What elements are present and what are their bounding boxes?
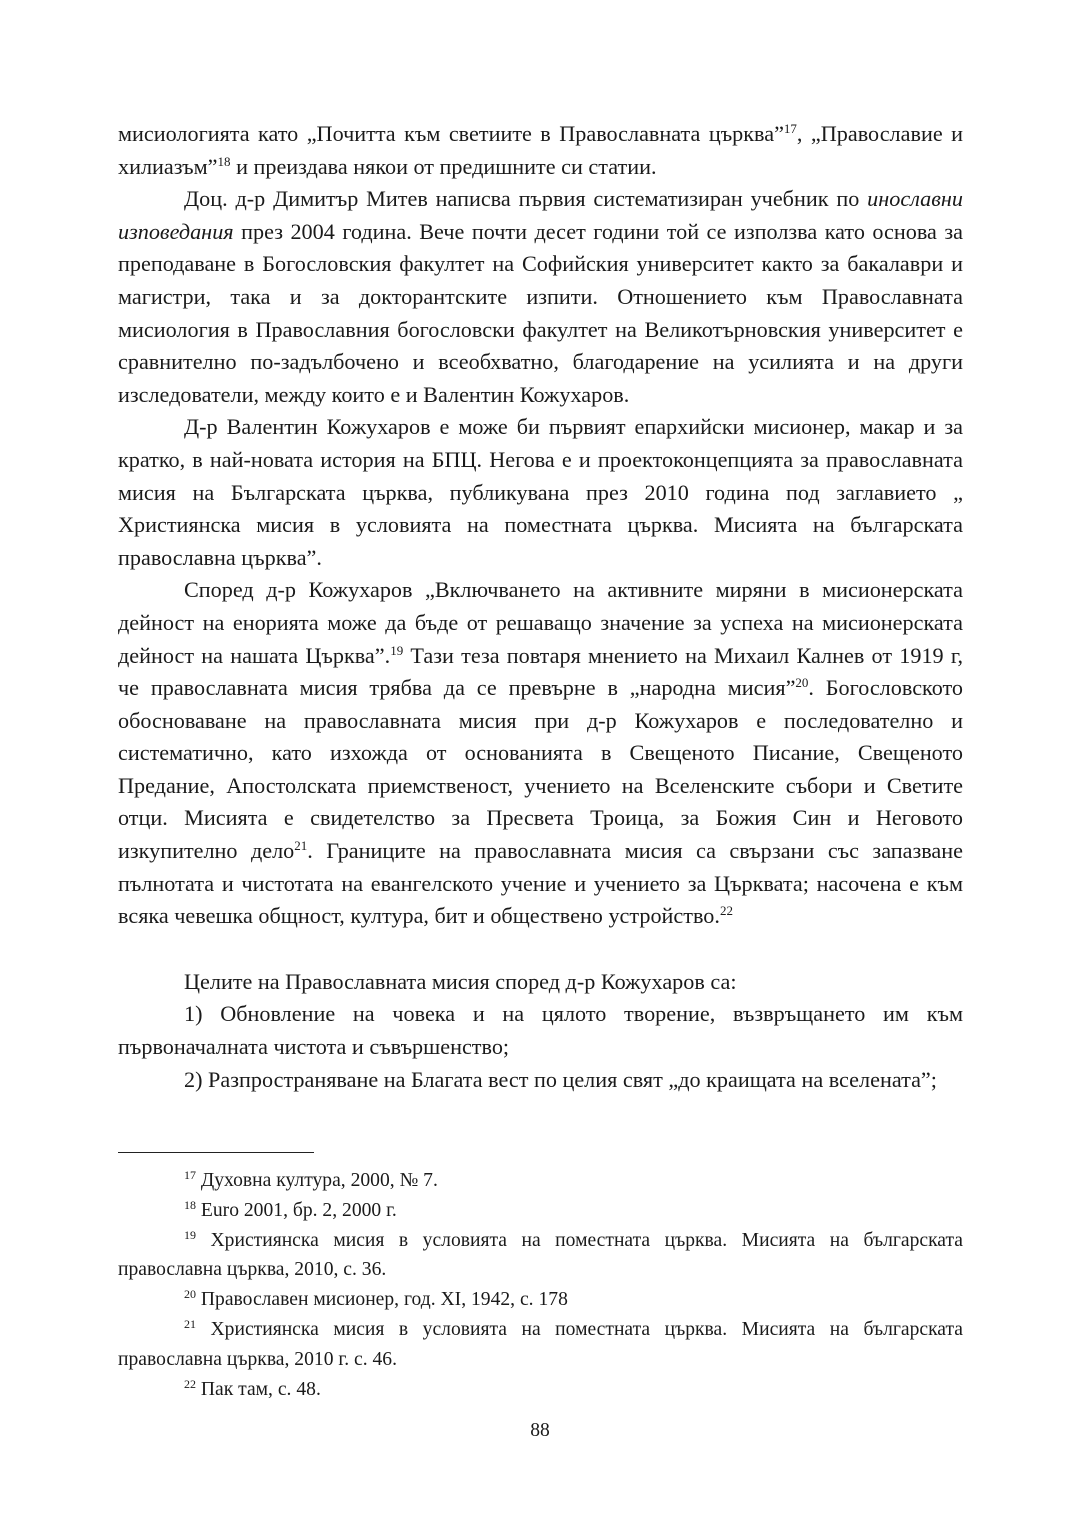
footnote-ref-18: 18 [217,153,231,169]
footnote-separator [118,1152,314,1153]
main-text [118,118,963,1096]
footnote-22: $^{22}$ Пак там, с. 48. [184,1376,321,1400]
footnote-21: $^{21}$ Християнска мисия в условията на поместната църква. Мисията на българската православна църква, 2010 г. с. 46. [118,1316,963,1370]
footnote-ref-19: 19 [390,642,404,658]
paragraph-2: Доц. д-р Димитър Митев написва първия систематизиран учебник по инославни изповедания през 2004 година. Вече почти десет години той се използва като основа за преподаване в Богословския факултет на Софийския университет както за бакалаври и магистри, така и за докторантските изпити. Отношението към Православната мисиология в Православния богословски факултет на Великотърновския университет е сравнително по-задълбочено и всеобхватно, благодарение на усилията и на други изследователи, между които е и Валентин Кожухаров. [118,186,963,407]
footnote-19: $^{19}$ Християнска мисия в условията на поместната църква. Мисията на българската православна църква, 2010, с. 36. [118,1227,963,1281]
italic-term: инославни изповедания [118,186,963,244]
list-item-2: 2) Разпространяване на Благата вест по целия свят „до краищата на вселената”; [184,1066,937,1092]
paragraph-1: мисиологията като „Почитта към светиите в Православната църква”$^{17}$, „Православие и хилиазъм”$^{18}$ и преиздава някои от предишните си статии. [118,120,963,179]
footnote-ref-17: 17 [783,120,797,136]
footnotes [118,1166,963,1404]
footnote-18: $^{18}$ Euro 2001, бр. 2, 2000 г. [184,1197,397,1221]
page-number: 88 [530,1420,550,1441]
paragraph-4: Според д-р Кожухаров „Включването на активните миряни в мисионерската дейност на енорията може да бъде от решаващо значение за успеха на мисионерската дейност на нашата Църква”.$^{19}$ Тази теза повтаря мнението на Михаил Калнев от 1919 г, че православната мисия трябва да се превърне в „народна мисия”$^{20}$. Богословското обосноваване на православната мисия при д-р Кожухаров е последователно и систематично, като изхожда от основанията в Свещеното Писание, Свещеното Предание, Апостолската приемственост, учението на Вселенските събори и Светите отци. Мисията е свидетелство за Пресвета Троица, за Божия Син и Неговото изкупително дело$^{21}$. Границите на православната мисия са свързани със запазване пълнотата и чистотата на евангелското учение и учението за Църквата; насочена е към всяка чевешка общност, култура, бит и обществено устройство.$^{22}$ [118,577,963,929]
footnote-20: $^{20}$ Православен мисионер, год. XI, 1942, с. 178 [184,1287,568,1311]
footnote-ref-20: 20 [795,675,809,691]
footnote-ref-22: 22 [719,903,733,919]
paragraph-gap [118,933,963,966]
paragraph-5: Целите на Православната мисия според д-р Кожухаров са: [184,968,737,994]
list-item-1: 1) Обновление на човека и на цялото творение, възвръщането им към първоначалната чистота и съвършенство; [118,1001,963,1060]
paragraph-3: Д-р Валентин Кожухаров е може би първият епархийски мисионер, макар и за кратко, в най-новата история на БПЦ. Негова е и проектоконцепцията за православната мисия на Българската църква, публикувана през 2010 година под заглавието „ Християнска мисия в условията на поместната църква. Мисията на българската православна църква”. [118,414,963,570]
footnote-ref-21: 21 [294,838,308,854]
footnote-17: $^{17}$ Духовна култура, 2000, № 7. [184,1167,438,1191]
